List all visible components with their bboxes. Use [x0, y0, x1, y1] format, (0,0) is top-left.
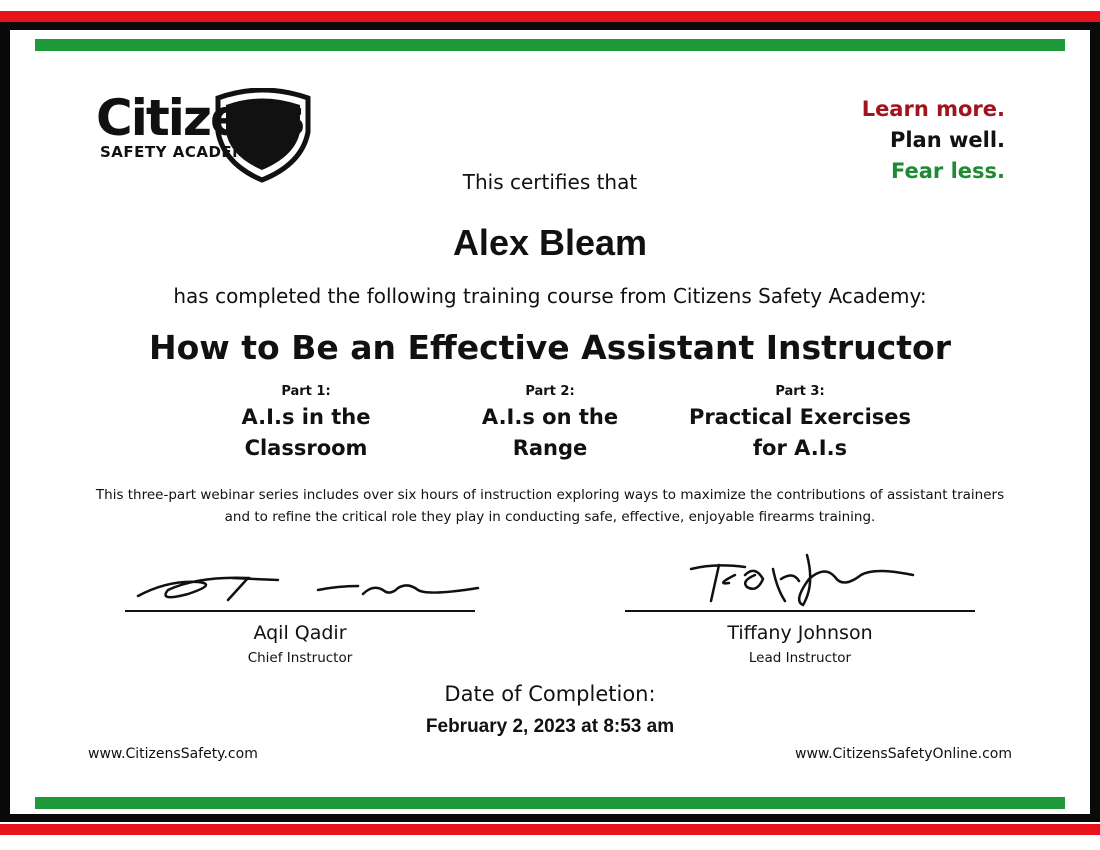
signatory-name-right: Tiffany Johnson: [727, 622, 873, 644]
recipient-name: Alex Bleam: [452, 222, 648, 263]
course-part-1: [196, 382, 416, 464]
signatory-role-left: Chief Instructor: [247, 650, 353, 666]
bottom-red-bar: [0, 824, 1100, 835]
bottom-green-bar: [35, 797, 1065, 809]
signatory-role-right: Lead Instructor: [748, 650, 852, 666]
date-of-completion-label: Date of Completion:: [444, 682, 656, 706]
description-line-2: and to refine the critical role they play in conducting safe, effective, enjoyable firearms training.: [224, 509, 876, 525]
part-title-line1: A.I.s on the: [481, 405, 619, 429]
signatory-name-left: Aqil Qadir: [253, 622, 347, 644]
completed-statement: has completed the following training course from Citizens Safety Academy:: [173, 284, 927, 308]
part-label: Part 1:: [281, 384, 331, 399]
course-description: [0, 484, 1100, 528]
part-label: Part 2:: [525, 384, 575, 399]
footer-url-left[interactable]: www.CitizensSafety.com: [88, 746, 258, 762]
part-title-line1: A.I.s in the: [241, 405, 371, 429]
part-title-line2: Classroom: [244, 436, 368, 460]
brand-name: Citizens: [96, 89, 304, 147]
date-of-completion-value: February 2, 2023 at 8:53 am: [425, 716, 675, 737]
course-part-3: [675, 382, 925, 464]
signature-line-right: [625, 610, 975, 612]
description-line-1: This three-part webinar series includes over six hours of instruction exploring ways to maximize the contributions of assistant trainers: [95, 487, 1005, 503]
signature-left-image: [128, 560, 488, 610]
certifies-text: This certifies that: [462, 170, 638, 194]
tagline-plan-well: Plan well.: [889, 128, 1005, 152]
signature-line-left: [125, 610, 475, 612]
signature-right-image: [685, 545, 925, 609]
tagline-learn-more: Learn more.: [861, 97, 1005, 121]
top-green-bar: [35, 39, 1065, 51]
part-title-line2: Range: [512, 436, 588, 460]
part-label: Part 3:: [775, 384, 825, 399]
top-red-bar: [0, 11, 1100, 22]
footer-url-right[interactable]: www.CitizensSafetyOnline.com: [795, 746, 1012, 762]
part-title-line2: for A.I.s: [752, 436, 848, 460]
course-part-2: [440, 382, 660, 464]
course-title: How to Be an Effective Assistant Instructor: [149, 328, 951, 367]
part-title-line1: Practical Exercises: [688, 405, 912, 429]
tagline-fear-less: Fear less.: [891, 159, 1005, 183]
brand-subtitle: SAFETY ACADEMY: [100, 143, 259, 161]
